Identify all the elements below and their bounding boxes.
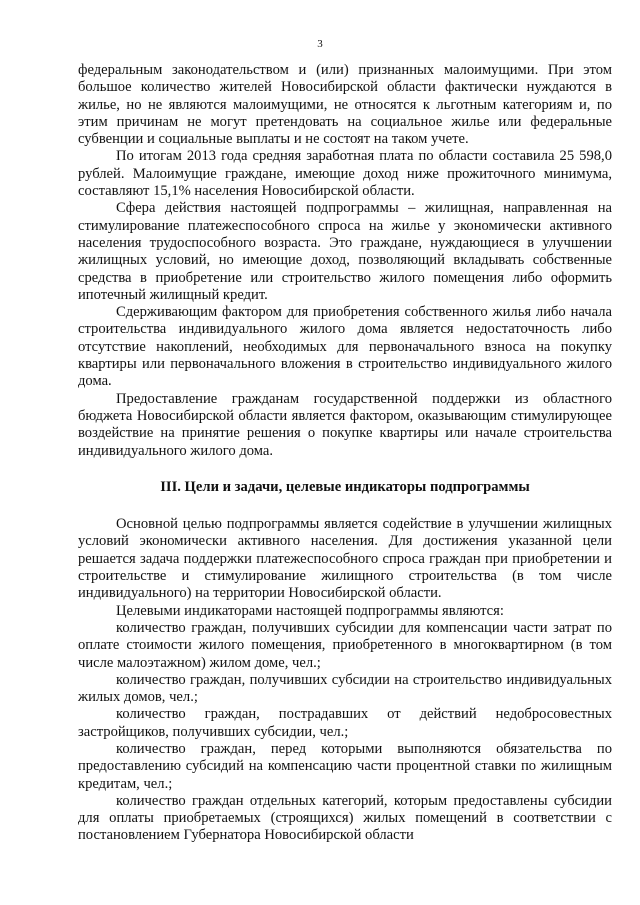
indicator-item: количество граждан отдельных категорий, которым предоставлены субсидии для оплаты приобретаемых (строящихся) жилых помещений в соответствии с постановлением Губернатора Новосибирской области [78, 792, 612, 844]
section-heading: III. Цели и задачи, целевые индикаторы подпрограммы [160, 478, 530, 495]
paragraph: Сфера действия настоящей подпрограммы – жилищная, направленная на стимулирование платежеспособного спроса на жилье у экономически активного населения трудоспособного возраста. Это граждане, нуждающиеся в улучшении жилищных условий, но имеющие доход, позволяющий вкладывать собственные средства в приобретение или строительство жилого помещения либо оформить ипотечный жилищный кредит. [78, 200, 612, 303]
indicator-item: количество граждан, получивших субсидии на строительство индивидуальных жилых домов, чел.; [78, 671, 612, 706]
paragraph: Предоставление гражданам государственной поддержки из областного бюджета Новосибирской области является фактором, оказывающим стимулирующее воздействие на принятие решения о покупке квартиры или начале строительства индивидуального жилого дома. [78, 390, 612, 459]
indicator-item: количество граждан, пострадавших от действий недобросовестных застройщиков, получивших субсидии, чел.; [78, 706, 612, 740]
paragraph: федеральным законодательством и (или) признанных малоимущими. При этом большое количество жителей Новосибирской области фактически нуждаются в жилье, но не являются малоимущими, не относятся к льготным категориям и, по этим причинам не могут претендовать на социальное жилье или федеральные субвенции и социальные выплаты и не состоят на таком учете. [78, 62, 612, 148]
paragraph: Основной целью подпрограммы является содействие в улучшении жилищных условий экономически активного населения. Для достижения указанной цели решается задача поддержки платежеспособного спроса граждан при приобретении и строительстве и стимулирование жилищного строительства (в том числе индивидуального) на территории Новосибирской области. [78, 516, 612, 602]
page-number: 3 [317, 38, 323, 50]
document-body [78, 62, 612, 845]
paragraph: Сдерживающим фактором для приобретения собственного жилья либо начала строительства индивидуального жилого дома является недостаточность либо отсутствие накоплений, необходимых для первоначального взноса на покупку квартиры или первоначального вложения в строительство индивидуального жилого дома. [78, 304, 612, 390]
indicator-item: количество граждан, получивших субсидии для компенсации части затрат по оплате стоимости жилого помещения, приобретенного в многоквартирном (в том числе малоэтажном) жилом доме, чел.; [78, 619, 612, 671]
paragraph: Целевыми индикаторами настоящей подпрограммы являются: [116, 602, 504, 619]
paragraph: По итогам 2013 года средняя заработная плата по области составила 25 598,0 рублей. Малоимущие граждане, имеющие доход ниже прожиточного минимума, составляют 15,1% населения Новосибирской области. [78, 148, 612, 200]
indicator-item: количество граждан, перед которыми выполняются обязательства по предоставлению субсидий на компенсацию части процентной ставки по жилищным кредитам, чел.; [78, 740, 612, 792]
